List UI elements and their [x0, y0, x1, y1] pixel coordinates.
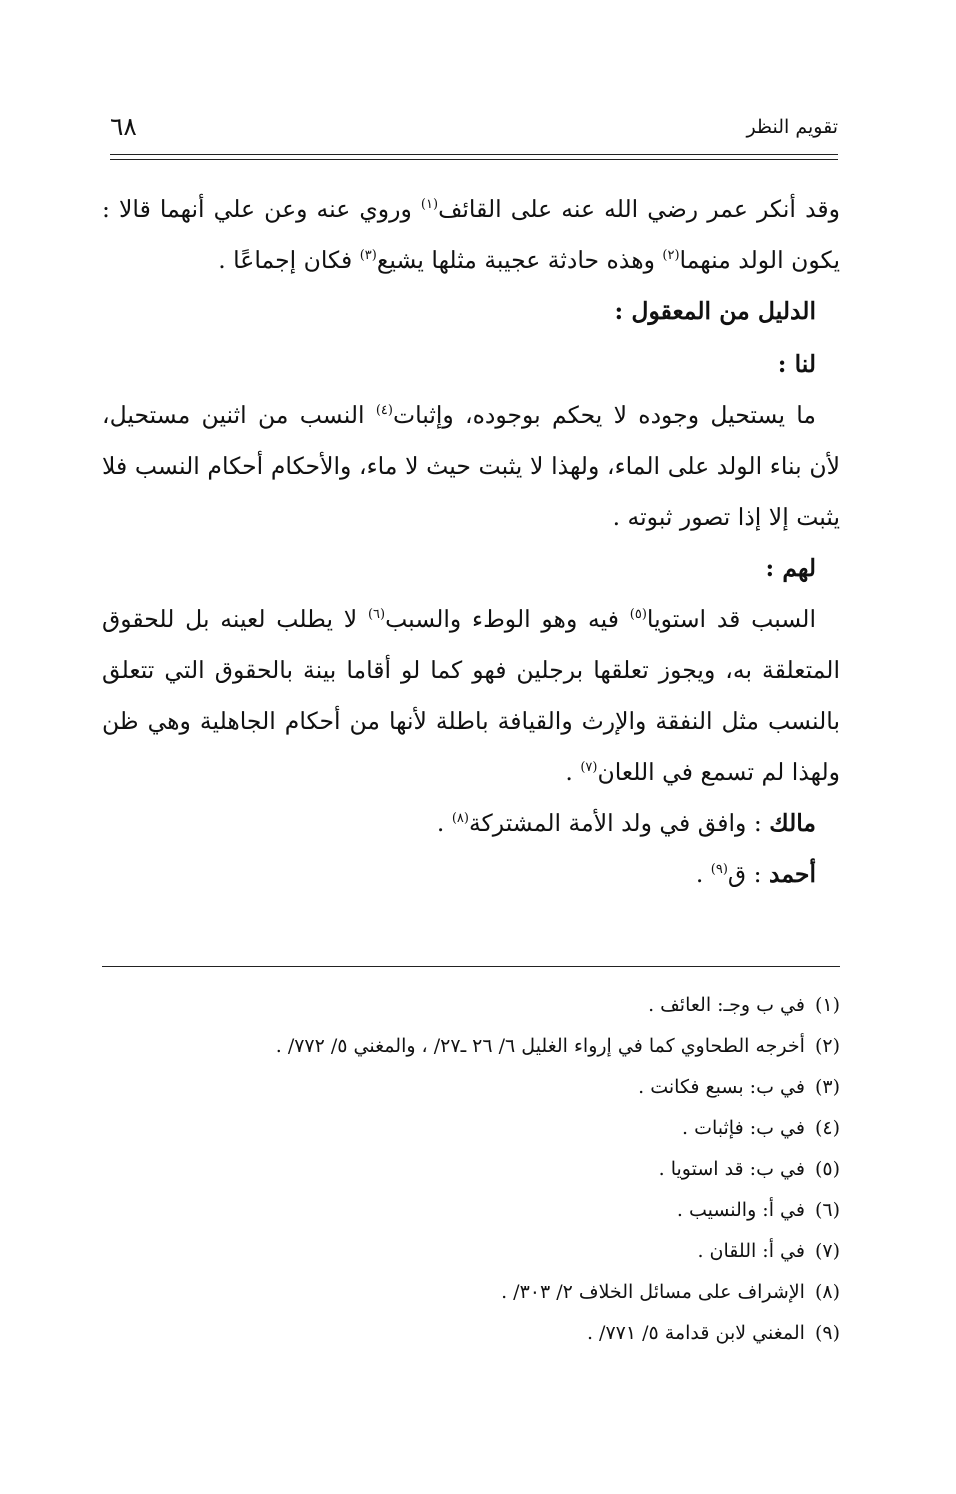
scholar-name-malik: مالك	[769, 809, 816, 837]
running-title: تقويم النظر	[746, 116, 838, 138]
footnote-text: في ب وجـ: العائف .	[648, 994, 805, 1016]
paragraph-text: وقد أنكر عمر رضي الله عنه على القائف	[438, 195, 840, 223]
footnote-text: في أ: اللقان .	[697, 1240, 805, 1262]
footnote-marker: (٢)	[662, 248, 680, 264]
header-rule-bottom	[110, 159, 838, 160]
footnote	[102, 1067, 840, 1108]
main-text	[102, 184, 840, 900]
paragraph-text: : وافق في ولد الأمة المشتركة	[468, 809, 770, 837]
footnote-text: في ب: فإثبات .	[682, 1117, 805, 1139]
footnotes-rule	[102, 966, 840, 967]
paragraph-text: : ق	[727, 860, 770, 888]
scholar-name-ahmad: أحمد	[769, 860, 816, 888]
paragraph-text: .	[565, 758, 581, 786]
footnote-text: الإشراف على مسائل الخلاف ٢/ ٣٠٣/ .	[501, 1281, 805, 1303]
footnote-number: (٤)	[814, 1117, 840, 1139]
paragraph-umar	[102, 184, 840, 286]
footnote-text: في أ: والنسيب .	[676, 1199, 805, 1221]
footnote	[102, 1231, 840, 1272]
footnote-number: (٣)	[814, 1076, 840, 1098]
heading-lana: لنا :	[777, 350, 816, 378]
footnote-number: (٨)	[814, 1281, 840, 1303]
footnote-marker: (٥)	[629, 607, 647, 623]
header-rule-top	[110, 154, 838, 155]
heading-rational-evidence: الدليل من المعقول :	[614, 297, 816, 325]
footnote-marker: (٨)	[451, 811, 469, 827]
paragraph-ahmad	[102, 849, 840, 900]
footnote-text: المغني لابن قدامة ٥/ ٧٧١/ .	[586, 1322, 805, 1344]
footnote-text: في ب: بسبع فكانت .	[638, 1076, 805, 1098]
footnote-marker: (١)	[420, 197, 439, 213]
footnote	[102, 1190, 840, 1231]
footnote-text: في ب: قد استويا .	[658, 1158, 805, 1180]
paragraph-text: فيه وهو الوطء والسبب	[385, 605, 630, 633]
running-header	[110, 112, 838, 152]
footnotes	[102, 985, 840, 1354]
paragraph-lahum	[102, 594, 840, 798]
paragraph-text: فكان إجماعًا .	[218, 246, 360, 274]
footnote	[102, 1108, 840, 1149]
footnote-marker: (٣)	[359, 248, 377, 264]
footnote-marker: (٩)	[710, 862, 728, 878]
paragraph-text: السبب قد استويا	[646, 605, 816, 633]
footnote-marker: (٧)	[580, 760, 598, 776]
footnote-number: (٥)	[814, 1158, 840, 1180]
footnote-number: (١)	[814, 994, 840, 1016]
footnote-number: (٩)	[814, 1322, 840, 1344]
footnote	[102, 1149, 840, 1190]
footnote-number: (٦)	[814, 1199, 840, 1221]
heading-lahum: لهم :	[765, 554, 816, 582]
footnote-number: (٢)	[814, 1035, 840, 1057]
footnote	[102, 1026, 840, 1067]
paragraph-text: ما يستحيل وجوده لا يحكم بوجوده، وإثبات	[392, 401, 816, 429]
paragraph-text: .	[436, 809, 452, 837]
paragraph-text: وهذه حادثة عجيبة مثلها يشيع	[376, 246, 663, 274]
paragraph-text: .	[695, 860, 711, 888]
footnote	[102, 1272, 840, 1313]
footnote	[102, 985, 840, 1026]
paragraph-text: وروي عنه وعن علي أنهما قالا : يكون الولد منهما	[102, 195, 840, 274]
footnote-marker: (٤)	[375, 403, 393, 419]
paragraph-text: لا يطلب لعينه بل للحقوق المتعلقة به، ويجوز تعلقها برجلين فهو كما لو أقاما بينة بالحقوق التي تتعلق بالنسب مثل النفقة والإرث والقيافة باطلة لأنها من أحكام الجاهلية وهي ظن ولهذا لم تسمع في اللعان	[102, 605, 840, 786]
paragraph-malik	[102, 798, 840, 849]
footnote	[102, 1313, 840, 1354]
footnote-text: أخرجه الطحاوي كما في إرواء الغليل ٦/ ٢٦ ـ٢٧/ ، والمغني ٥/ ٧٧٢/ .	[275, 1035, 805, 1057]
paragraph-lana	[102, 390, 840, 543]
footnote-number: (٧)	[814, 1240, 840, 1262]
paragraph-text: النسب من اثنين مستحيل، لأن بناء الولد على الماء، ولهذا لا يثبت حيث لا ماء، والأحكام أحكام النسب فلا يثبت إلا إذا تصور ثبوته .	[102, 401, 840, 531]
footnote-marker: (٦)	[367, 607, 386, 623]
page-number: ٦٨	[110, 112, 137, 141]
